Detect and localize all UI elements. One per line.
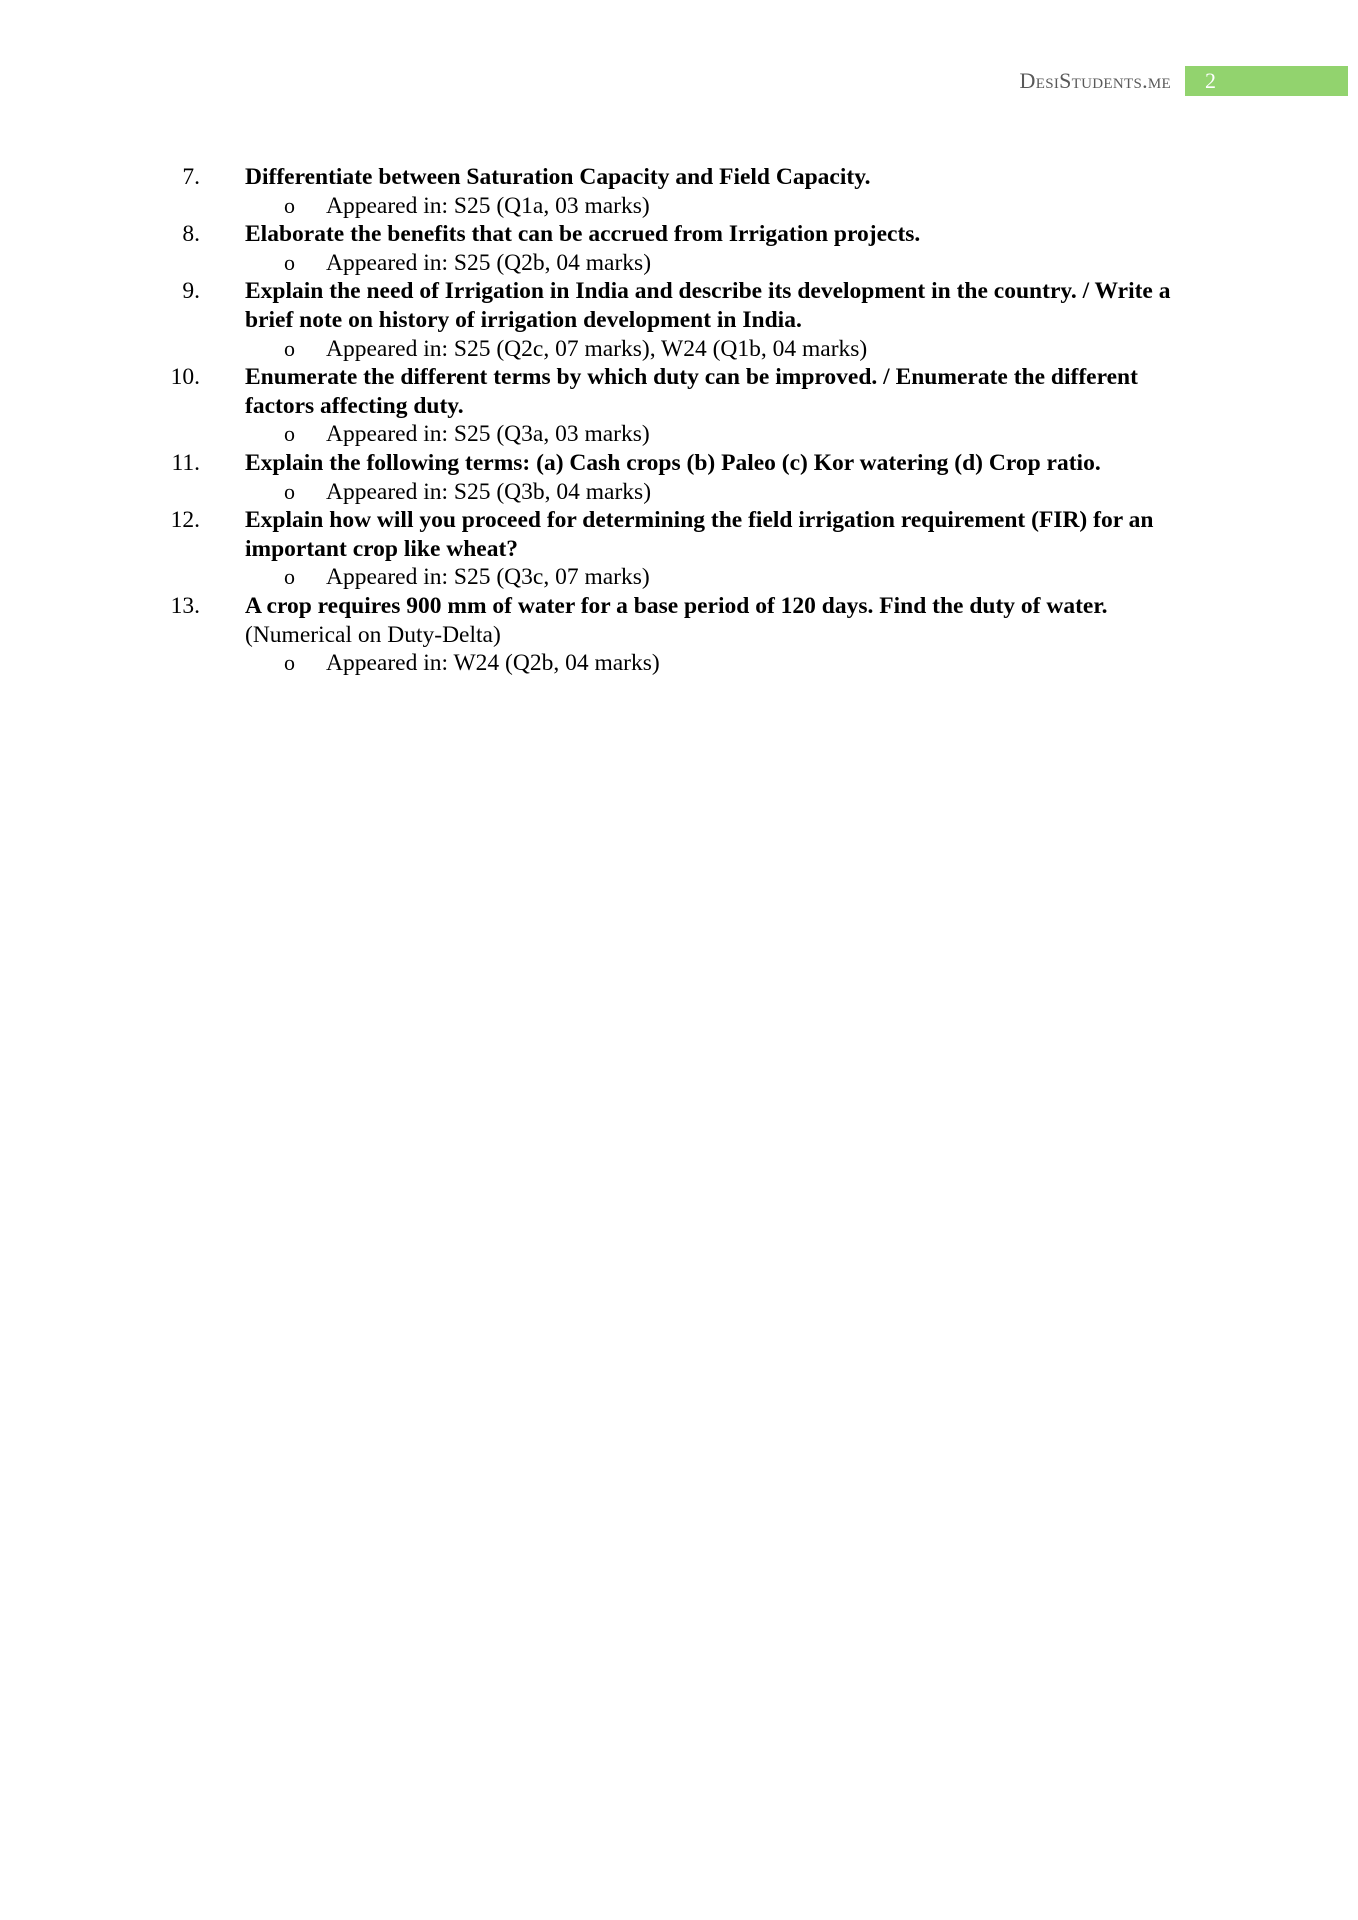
bullet-icon: o xyxy=(284,192,295,218)
question-item: 12. Explain how will you proceed for determining the field irrigation requirement (FIR) for an important crop like wheat? o Appeared in: S25 (Q3c, 07 marks) xyxy=(0,506,1358,592)
question-item: 9. Explain the need of Irrigation in India and describe its development in the country. / Write a brief note on history of irrigation development in India. o Appeared in: S25 (Q2c, 07 marks), W24 (Q1b, 04 marks) xyxy=(0,277,1358,363)
question-text: Differentiate between Saturation Capacity and Field Capacity. xyxy=(245,164,871,190)
question-item: 8. Elaborate the benefits that can be accrued from Irrigation projects. o Appeared in: S25 (Q2b, 04 marks) xyxy=(0,220,1358,277)
bullet-icon: o xyxy=(284,650,295,676)
appeared-in: o Appeared in: S25 (Q2c, 07 marks), W24 (Q1b, 04 marks) xyxy=(284,335,868,362)
question-text: Explain the need of Irrigation in India and describe its development in the country. / Write a brief note on history of irrigation development in India. xyxy=(245,278,1171,333)
bullet-icon: o xyxy=(284,249,295,275)
bullet-icon: o xyxy=(284,335,295,361)
appeared-in: o Appeared in: W24 (Q2b, 04 marks) xyxy=(284,650,660,677)
site-name: DesiStudents.me xyxy=(1019,68,1171,93)
appeared-in: o Appeared in: S25 (Q1a, 03 marks) xyxy=(284,192,650,219)
question-text: A crop requires 900 mm of water for a base period of 120 days. Find the duty of water. (Numerical on Duty-Delta) xyxy=(245,592,1108,648)
question-item: 10. Enumerate the different terms by which duty can be improved. / Enumerate the different factors affecting duty. o Appeared in: S25 (Q3a, 03 marks) xyxy=(0,363,1358,449)
appeared-in: o Appeared in: S25 (Q3a, 03 marks) xyxy=(284,421,650,448)
appeared-in: o Appeared in: S25 (Q3c, 07 marks) xyxy=(284,564,650,591)
appeared-in: o Appeared in: S25 (Q3b, 04 marks) xyxy=(284,478,652,505)
question-text: Explain the following terms: (a) Cash crops (b) Paleo (c) Kor watering (d) Crop ratio. xyxy=(245,449,1101,476)
question-text: Enumerate the different terms by which duty can be improved. / Enumerate the different factors affecting duty. xyxy=(245,364,1138,419)
bullet-icon: o xyxy=(284,421,295,447)
page-number: 2 xyxy=(1185,66,1348,96)
question-item: 13. A crop requires 900 mm of water for a base period of 120 days. Find the duty of water. (Numerical on Duty-Delta) o Appeared in: W24 (Q2b, 04 marks) xyxy=(0,592,1358,678)
page-header xyxy=(1020,66,1348,96)
bullet-icon: o xyxy=(284,564,295,590)
question-list xyxy=(0,163,1358,678)
question-item: 7. Differentiate between Saturation Capacity and Field Capacity. o Appeared in: S25 (Q1a, 03 marks) xyxy=(0,163,1358,220)
question-text: Explain how will you proceed for determining the field irrigation requirement (FIR) for an important crop like wheat? xyxy=(245,507,1154,562)
question-item: 11. Explain the following terms: (a) Cash crops (b) Paleo (c) Kor watering (d) Crop ratio. o Appeared in: S25 (Q3b, 04 marks) xyxy=(0,449,1358,506)
appeared-in: o Appeared in: S25 (Q2b, 04 marks) xyxy=(284,249,652,276)
bullet-icon: o xyxy=(284,478,295,504)
question-text: Elaborate the benefits that can be accrued from Irrigation projects. xyxy=(245,221,921,248)
